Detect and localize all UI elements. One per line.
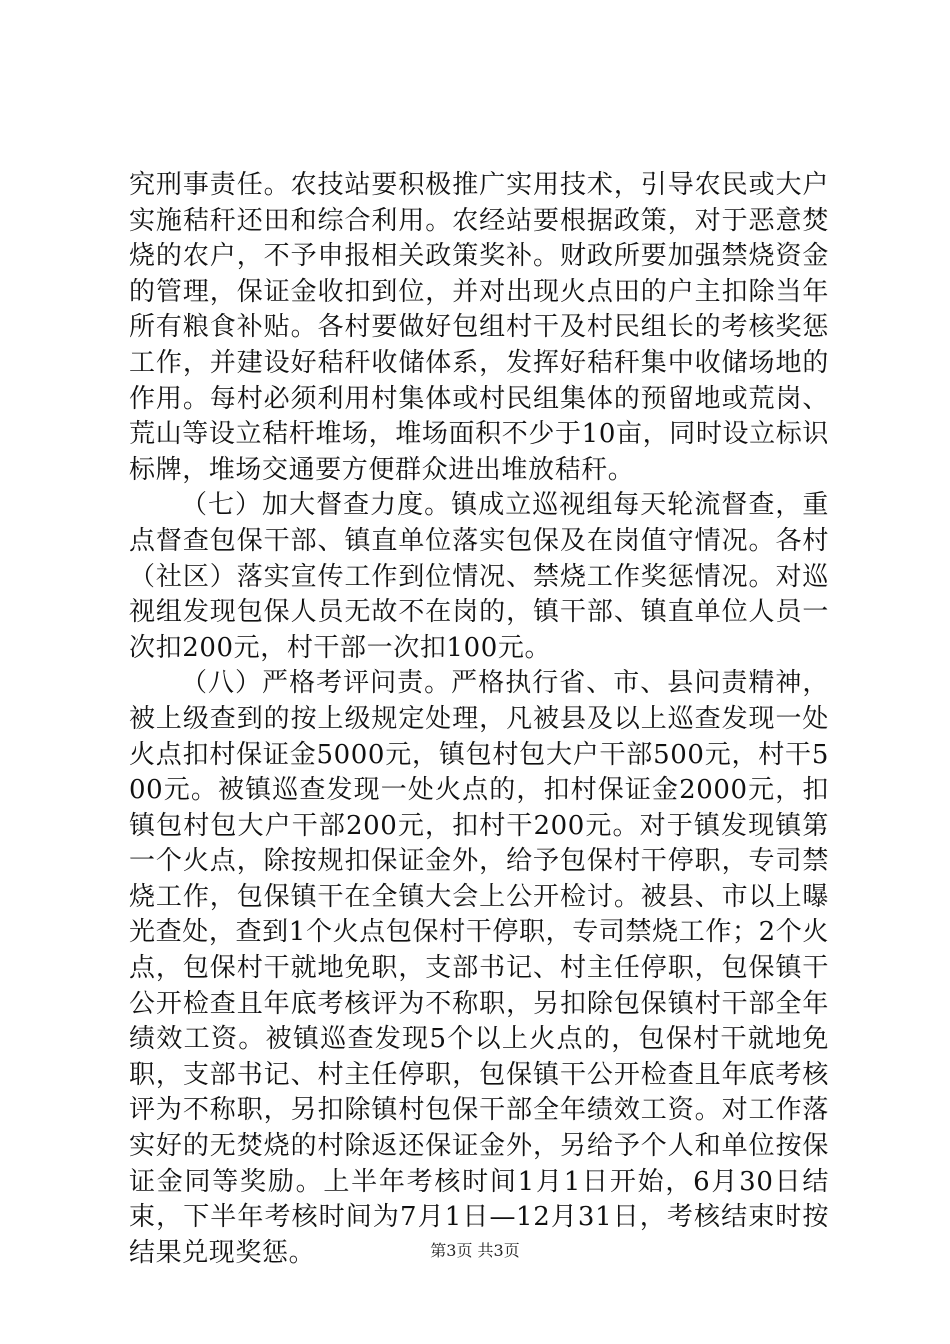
page-footer: 第3页 共3页 [430,1241,520,1260]
paragraph-section-seven: （七）加大督查力度。镇成立巡视组每天轮流督查，重点督查包保干部、镇直单位落实包保及在岗值守情况。各村（社区）落实宣传工作到位情况、禁烧工作奖惩情况。对巡视组发现包保人员无故不在岗的，镇干部、镇直单位人员一次扣200元，村干部一次扣100元。 [129,490,829,663]
paragraph-section-eight: （八）严格考评问责。严格执行省、市、县问责精神，被上级查到的按上级规定处理，凡被县及以上巡查发现一处火点扣村保证金5000元，镇包村包大户干部500元，村干500元。被镇巡查发现一处火点的，扣村保证金2000元，扣镇包村包大户干部200元，扣村干200元。对于镇发现镇第一个火点，除按规扣保证金外，给予包保村干停职，专司禁烧工作，包保镇干在全镇大会上公开检讨。被县、市以上曝光查处，查到1个火点包保村干停职，专司禁烧工作；2个火点，包保村干就地免职，支部书记、村主任停职，包保镇干公开检查且年底考核评为不称职，另扣除包保镇村干部全年绩效工资。被镇巡查发现5个以上火点的，包保村干就地免职，支部书记、村主任停职，包保镇干公开检查且年底考核评为不称职，另扣除镇村包保干部全年绩效工资。对工作落实好的无焚烧的村除返还保证金外，另给予个人和单位按保证金同等奖励。上半年考核时间1月1日开始，6月30日结束，下半年考核时间为7月1日—12月31日，考核结束时按结果兑现奖惩。 [129,668,829,1268]
document-body [129,168,829,1271]
paragraph-continuation: 究刑事责任。农技站要积极推广实用技术，引导农民或大户实施秸秆还田和综合利用。农经站要根据政策，对于恶意焚烧的农户，不予申报相关政策奖补。财政所要加强禁烧资金的管理，保证金收扣到位，并对出现火点田的户主扣除当年所有粮食补贴。各村要做好包组村干及村民组长的考核奖惩工作，并建设好秸秆收储体系，发挥好秸秆集中收储场地的作用。每村必须利用村集体或村民组集体的预留地或荒岗、荒山等设立秸杆堆场，堆场面积不少于10亩，同时设立标识标牌，堆场交通要方便群众进出堆放秸秆。 [129,170,829,485]
